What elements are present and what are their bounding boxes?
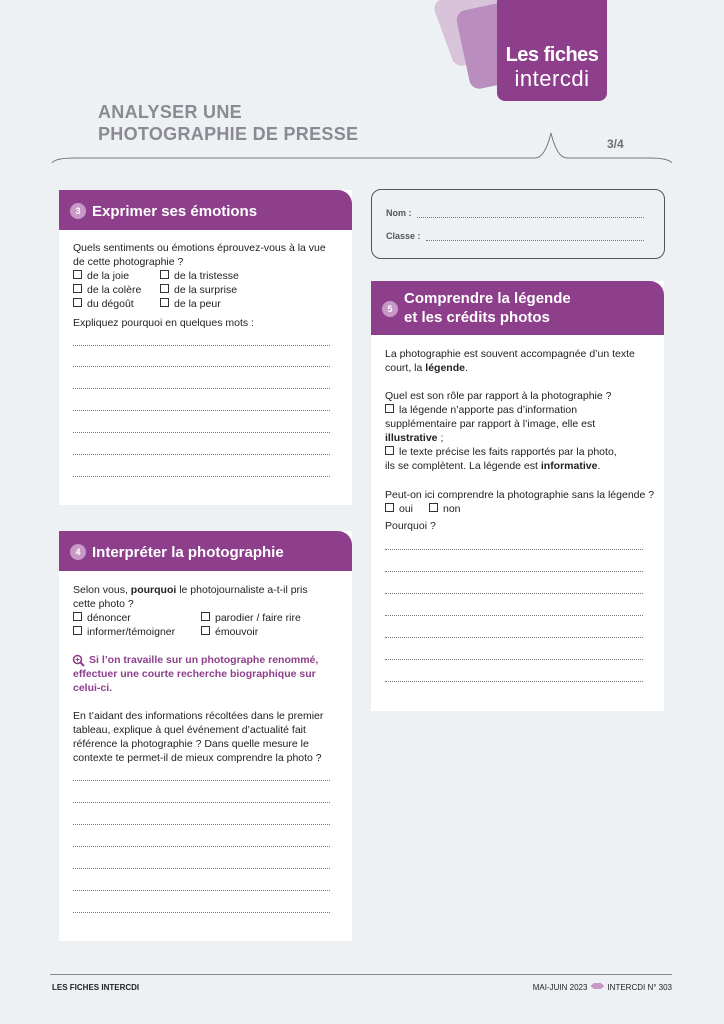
answer-line[interactable] xyxy=(73,432,330,433)
logo-line-2: intercdi xyxy=(514,66,590,91)
section-5-intro: La photographie est souvent accompagnée d’un texte court, la légende. xyxy=(385,348,635,374)
checkbox-parodier[interactable]: parodier / faire rire xyxy=(201,611,301,625)
answer-line[interactable] xyxy=(385,549,643,550)
answer-line[interactable] xyxy=(73,388,330,389)
checkbox-oui[interactable]: oui xyxy=(385,502,413,516)
answer-line[interactable] xyxy=(73,366,330,367)
answer-line[interactable] xyxy=(73,890,330,891)
nom-label: Nom : xyxy=(386,208,412,218)
research-note: Si l’on travaille sur un photographe renommé, effectuer une courte recherche biographique sur celui-ci. xyxy=(73,654,319,694)
checkbox-icon[interactable] xyxy=(160,298,169,307)
checkbox-informer[interactable]: informer/témoigner xyxy=(73,625,175,639)
section-5-banner xyxy=(371,281,664,335)
section-heading: Interpréter la photographie xyxy=(92,544,284,561)
checkbox-icon[interactable] xyxy=(73,612,82,621)
answer-line[interactable] xyxy=(385,681,643,682)
section-5-why: Pourquoi ? xyxy=(385,520,436,532)
checkbox-emouvoir[interactable]: émouvoir xyxy=(201,625,258,639)
diamond-icon xyxy=(590,983,604,989)
answer-line[interactable] xyxy=(73,802,330,803)
answer-line[interactable] xyxy=(385,615,643,616)
answer-line[interactable] xyxy=(73,824,330,825)
student-info-box xyxy=(371,189,665,259)
answer-line[interactable] xyxy=(73,846,330,847)
checkbox-icon[interactable] xyxy=(73,270,82,279)
classe-field[interactable] xyxy=(426,240,644,241)
answer-line[interactable] xyxy=(73,454,330,455)
checkbox-joie[interactable]: de la joie xyxy=(73,269,129,283)
checkbox-non[interactable]: non xyxy=(429,502,461,516)
checkbox-icon[interactable] xyxy=(73,626,82,635)
section-4-banner xyxy=(59,531,352,571)
section-4-question-2: En t’aidant des informations récoltées dans le premier tableau, explique à quel événement d’actualité fait référence la photographie ? Dans quelle mesure le contexte te permet-il de mieux comprendre la photo ? xyxy=(73,710,324,764)
page-number: 3/4 xyxy=(607,137,624,151)
checkbox-surprise[interactable]: de la surprise xyxy=(160,283,237,297)
logo xyxy=(497,0,607,101)
checkbox-icon[interactable] xyxy=(73,298,82,307)
answer-line[interactable] xyxy=(73,868,330,869)
checkbox-icon[interactable] xyxy=(160,284,169,293)
checkbox-icon[interactable] xyxy=(385,404,394,413)
section-3-explain: Expliquez pourquoi en quelques mots : xyxy=(73,317,254,329)
checkbox-peur[interactable]: de la peur xyxy=(160,297,221,311)
answer-line[interactable] xyxy=(73,476,330,477)
footer-divider xyxy=(50,974,672,975)
checkbox-icon[interactable] xyxy=(385,446,394,455)
checkbox-icon[interactable] xyxy=(73,284,82,293)
section-5-question-2: Peut-on ici comprendre la photographie sans la légende ? xyxy=(385,489,655,501)
answer-line[interactable] xyxy=(73,345,330,346)
answer-line[interactable] xyxy=(385,637,643,638)
answer-line[interactable] xyxy=(73,780,330,781)
footer-left: LES FICHES INTERCDI xyxy=(52,983,140,992)
checkbox-icon[interactable] xyxy=(201,626,210,635)
checkbox-informative[interactable]: le texte précise les faits rapportés par la photo, ils se complètent. La légende est informative. xyxy=(385,446,617,472)
section-3-question: Quels sentiments ou émotions éprouvez-vous à la vue de cette photographie ? xyxy=(73,242,326,268)
section-heading: Exprimer ses émotions xyxy=(92,203,258,220)
checkbox-icon[interactable] xyxy=(201,612,210,621)
answer-line[interactable] xyxy=(73,410,330,411)
answer-line[interactable] xyxy=(73,912,330,913)
answer-line[interactable] xyxy=(385,571,643,572)
footer-right: MAI-JUIN 2023 INTERCDI N° 303 xyxy=(532,983,672,992)
checkbox-tristesse[interactable]: de la tristesse xyxy=(160,269,239,283)
section-number: 5 xyxy=(382,301,398,317)
logo-line-1: Les fiches xyxy=(505,44,599,66)
checkbox-icon[interactable] xyxy=(385,503,394,512)
section-number: 3 xyxy=(70,203,86,219)
checkbox-colere[interactable]: de la colère xyxy=(73,283,141,297)
answer-line[interactable] xyxy=(385,659,643,660)
checkbox-degout[interactable]: du dégoût xyxy=(73,297,134,311)
section-4-question-1: Selon vous, pourquoi le photojournaliste a-t-il pris cette photo ? xyxy=(73,584,308,610)
section-3-card xyxy=(59,190,352,505)
checkbox-denoncer[interactable]: dénoncer xyxy=(73,611,131,625)
checkbox-icon[interactable] xyxy=(160,270,169,279)
section-number: 4 xyxy=(70,544,86,560)
section-3-banner xyxy=(59,190,352,230)
checkbox-icon[interactable] xyxy=(429,503,438,512)
section-5-question-1: Quel est son rôle par rapport à la photographie ? xyxy=(385,390,612,402)
section-heading: Comprendre la légende et les crédits photos xyxy=(404,290,571,326)
classe-label: Classe : xyxy=(386,231,421,241)
checkbox-illustrative[interactable]: la légende n’apporte pas d’information supplémentaire par rapport à l’image, elle est illustrative ; xyxy=(385,404,596,444)
nom-field[interactable] xyxy=(417,217,644,218)
answer-line[interactable] xyxy=(385,593,643,594)
page-title: ANALYSER UNE PHOTOGRAPHIE DE PRESSE xyxy=(98,102,359,144)
